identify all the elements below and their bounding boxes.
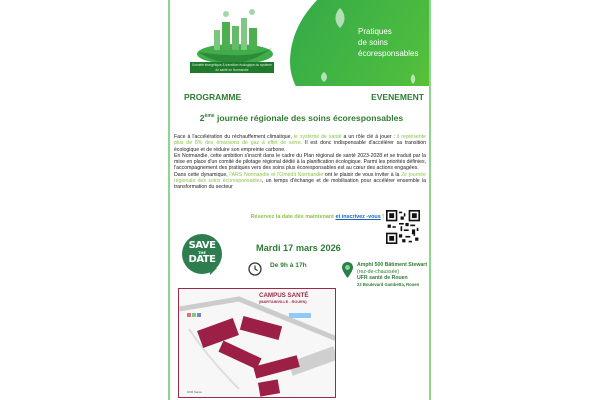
leaf-icon	[410, 74, 416, 84]
campus-map-drawing	[179, 289, 336, 398]
registration-cta: Réservez la date dès maintenant et inscrivez -vous !	[250, 214, 384, 220]
event-title: 2ème journée régionale des soins écoresponsables	[199, 113, 404, 123]
badge-tail	[210, 268, 217, 275]
leaf-icon	[320, 72, 328, 82]
evenement-label: EVENEMENT	[371, 92, 424, 102]
intro-text: Face à l'accélération du réchauffement climatique, le système de santé a un rôle clé à jouer : il représente plus de 8% des émissions de gaz à effet de serre. Il est donc indispensable d'accélérer sa transition écologique et de réduire son empreinte carbone. En Normandie, cette ambition s'inscrit dans le cadre du Plan régional de santé 2023-2028 et se traduit par la mise en place d'un comité de pilotage régional dédié à la planification écologique. Parmi les priorités définies, l'accompagnement des pratiques vers des soins plus écoresponsables est au cœur des actions engagées. Dans cette dynamique, l'ARS Normandie et l'Omédit Normandie ont le plaisir de vous inviter à la 2e journée régionale des soins écoresponsables, un temps d'échange et de mobilisation pour accélérer ensemble la transformation du secteur	[174, 134, 427, 191]
register-link[interactable]: et inscrivez -vous	[335, 214, 381, 220]
map-title: CAMPUS SANTÉ	[259, 292, 309, 299]
event-date: Mardi 17 mars 2026	[256, 243, 341, 253]
header-banner	[170, 0, 429, 86]
leaf-icon	[334, 8, 346, 28]
map-subtitle: (MARTAINVILLE - ROUEN)	[259, 300, 307, 304]
flyer-page	[168, 0, 431, 400]
event-time: De 9h à 17h	[248, 262, 307, 276]
event-location: Amphi 500 Bâtiment Stewart (rez-de-chaussée) UFR santé de Rouen 22 Boulevard Gambetta, Rouen	[342, 262, 437, 287]
programme-label: PROGRAMME	[184, 92, 242, 102]
save-the-date-badge: SAVE THE DATE	[182, 234, 222, 274]
map-pin-icon	[342, 262, 353, 278]
qr-code[interactable]	[386, 210, 420, 244]
banner-title: Pratiques de soins écoresponsables	[358, 27, 419, 58]
section-labels	[184, 92, 424, 102]
logo-caption: Sobriété énergétique & transition écologique du système de santé en Normandie	[190, 62, 274, 73]
campus-map	[178, 288, 336, 398]
clock-icon	[248, 262, 262, 276]
map-footer: UFR Santé	[187, 390, 202, 394]
